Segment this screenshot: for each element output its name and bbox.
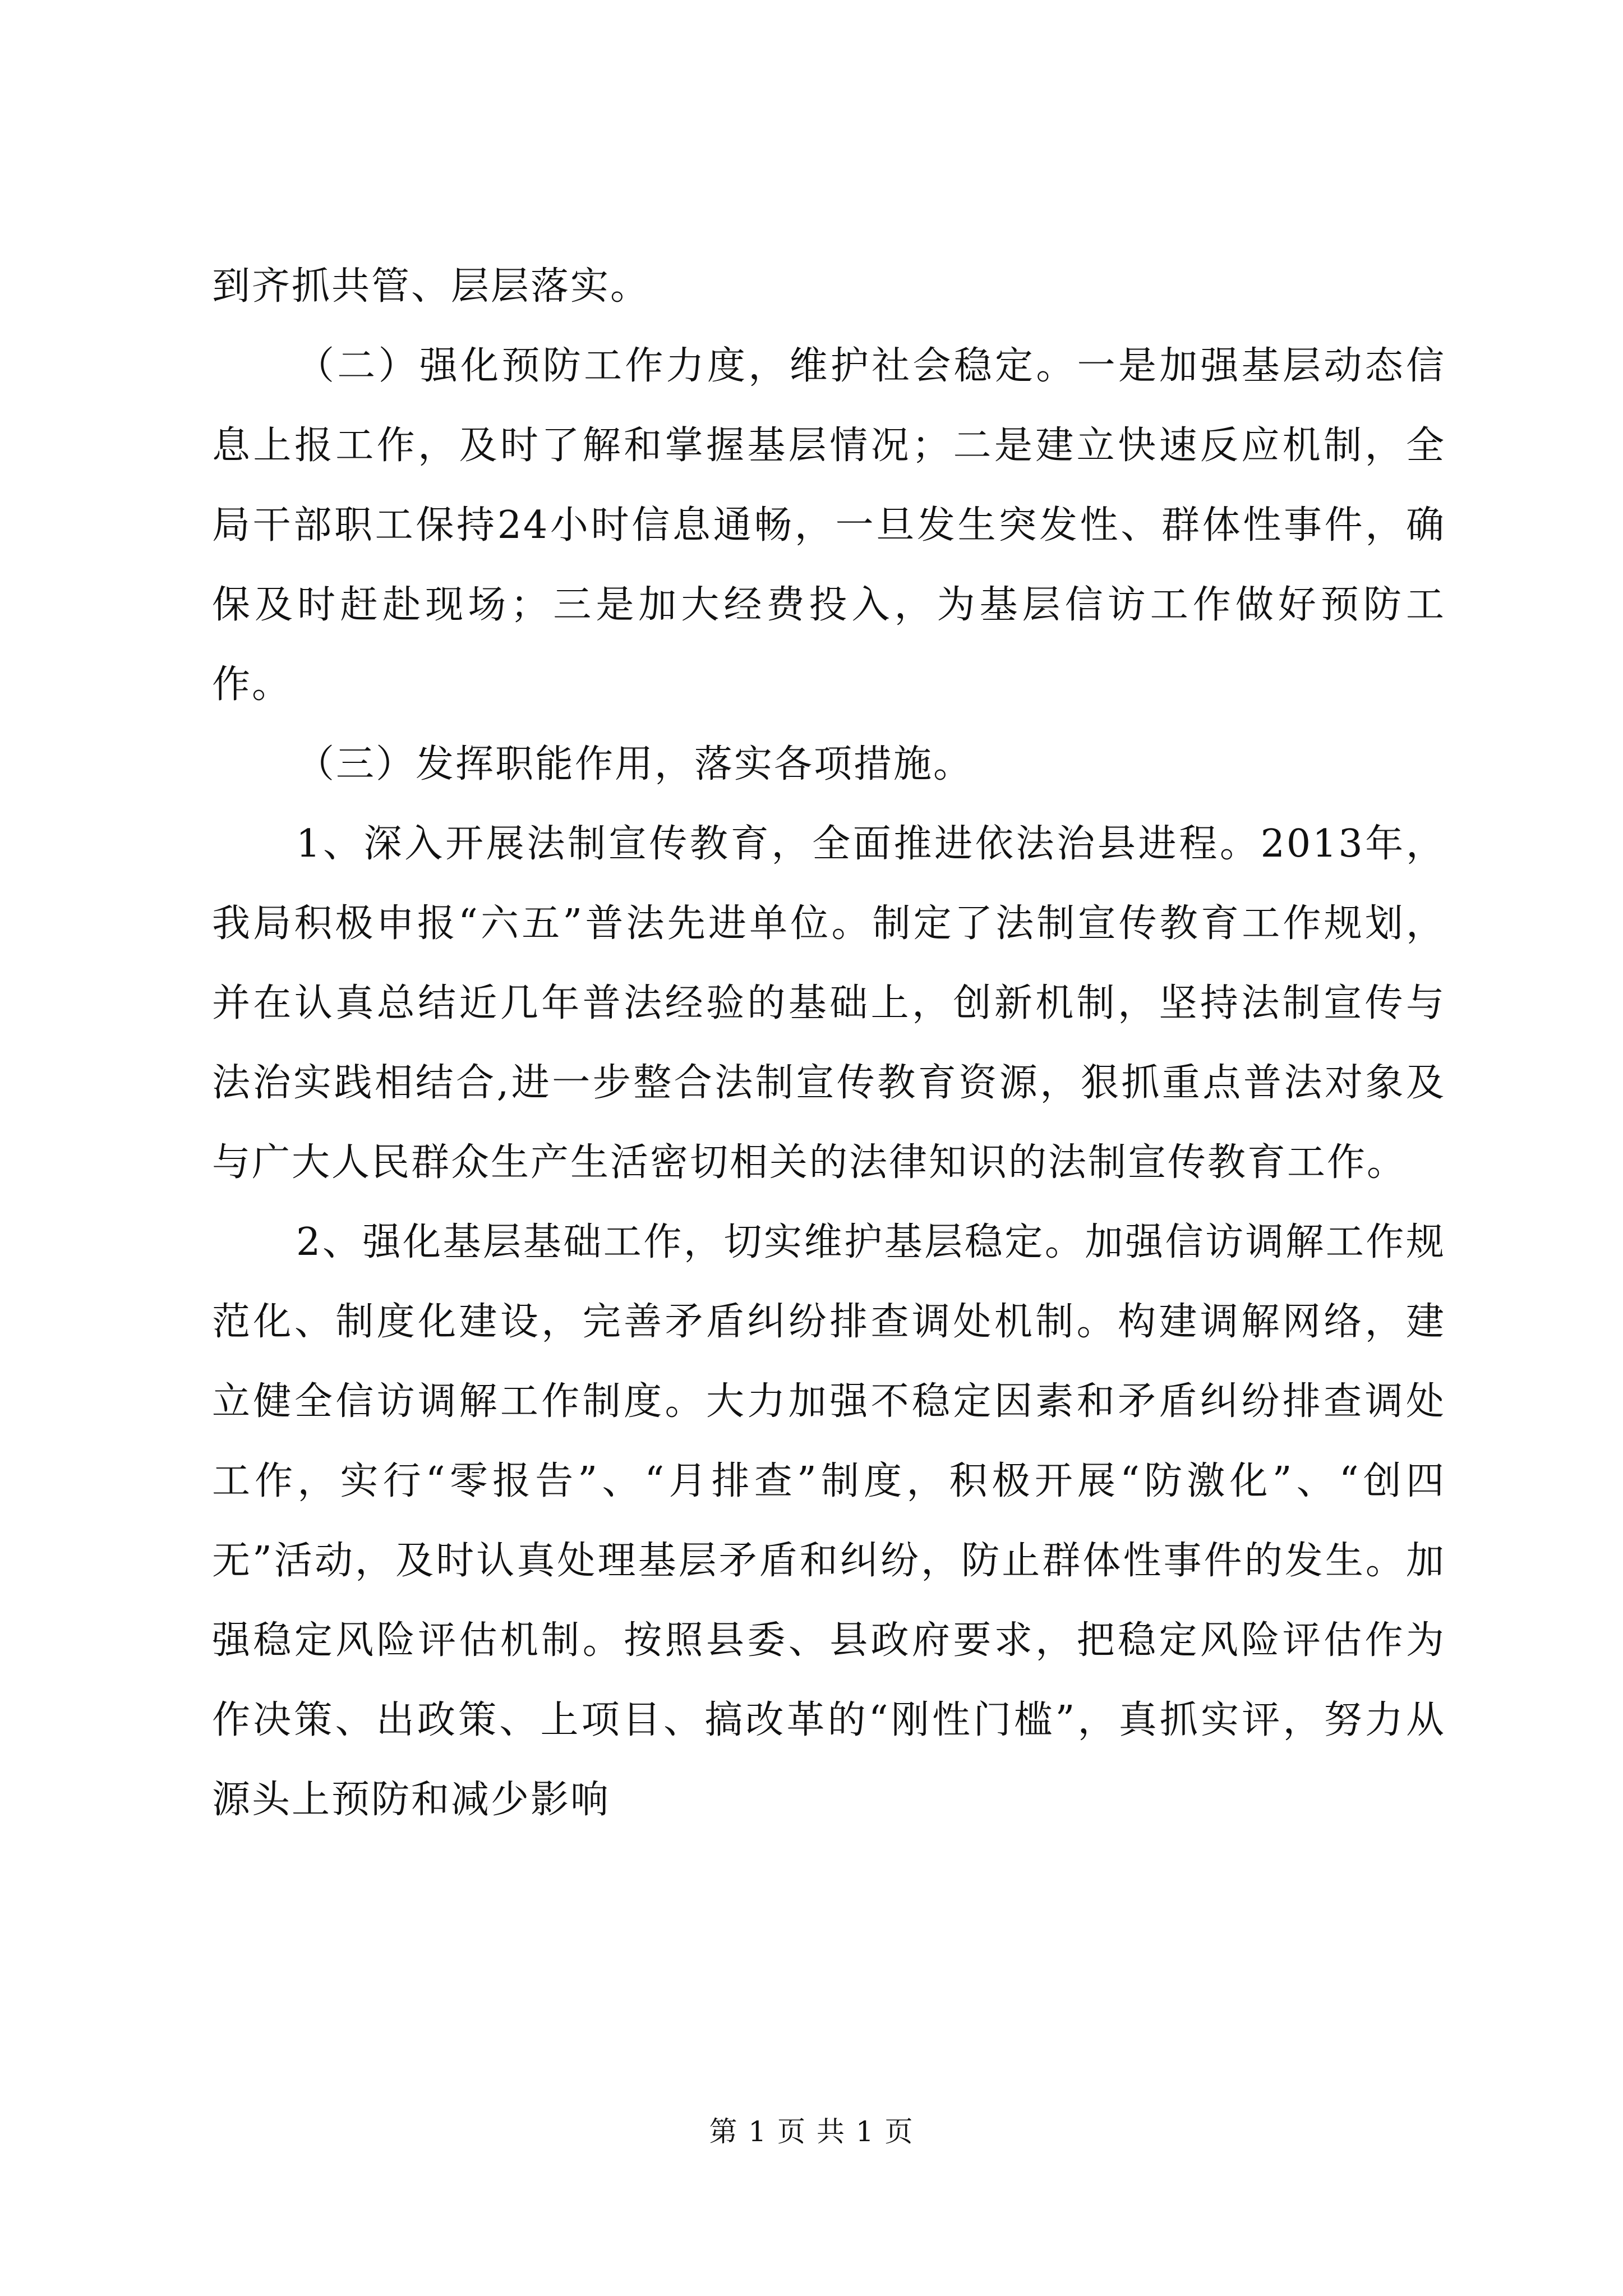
paragraph-section-3-heading: （三）发挥职能作用，落实各项措施。	[296, 742, 974, 786]
page-footer: 第 1 页 共 1 页	[709, 2115, 914, 2148]
paragraph-continuation: 到齐抓共管、层层落实。	[212, 264, 651, 309]
paragraph-section-2: （二）强化预防工作力度，维护社会稳定。一是加强基层动态信息上报工作，及时了解和掌握基层情况；二是建立快速反应机制，全局干部职工保持24小时信息通畅，一旦发生突发性、群体性事件，确保及时赶赴现场；三是加大经费投入，为基层信访工作做好预防工作。	[212, 344, 1446, 707]
document-body	[212, 247, 1446, 1840]
paragraph-item-2: 2、强化基层基础工作，切实维护基层稳定。加强信访调解工作规范化、制度化建设，完善矛盾纠纷排查调处机制。构建调解网络，建立健全信访调解工作制度。大力加强不稳定因素和矛盾纠纷排查调处工作，实行“零报告”、“月排查”制度，积极开展“防激化”、“创四无”活动，及时认真处理基层矛盾和纠纷，防止群体性事件的发生。加强稳定风险评估机制。按照县委、县政府要求，把稳定风险评估作为作决策、出政策、上项目、搞改革的“刚性门槛”，真抓实评，努力从源头上预防和减少影响	[212, 1220, 1446, 1822]
paragraph-item-1: 1、深入开展法制宣传教育，全面推进依法治县进程。2013年，我局积极申报“六五”普法先进单位。制定了法制宣传教育工作规划，并在认真总结近几年普法经验的基础上，创新机制，坚持法制宣传与法治实践相结合,进一步整合法制宣传教育资源，狠抓重点普法对象及与广大人民群众生产生活密切相关的法律知识的法制宣传教育工作。	[212, 822, 1446, 1185]
